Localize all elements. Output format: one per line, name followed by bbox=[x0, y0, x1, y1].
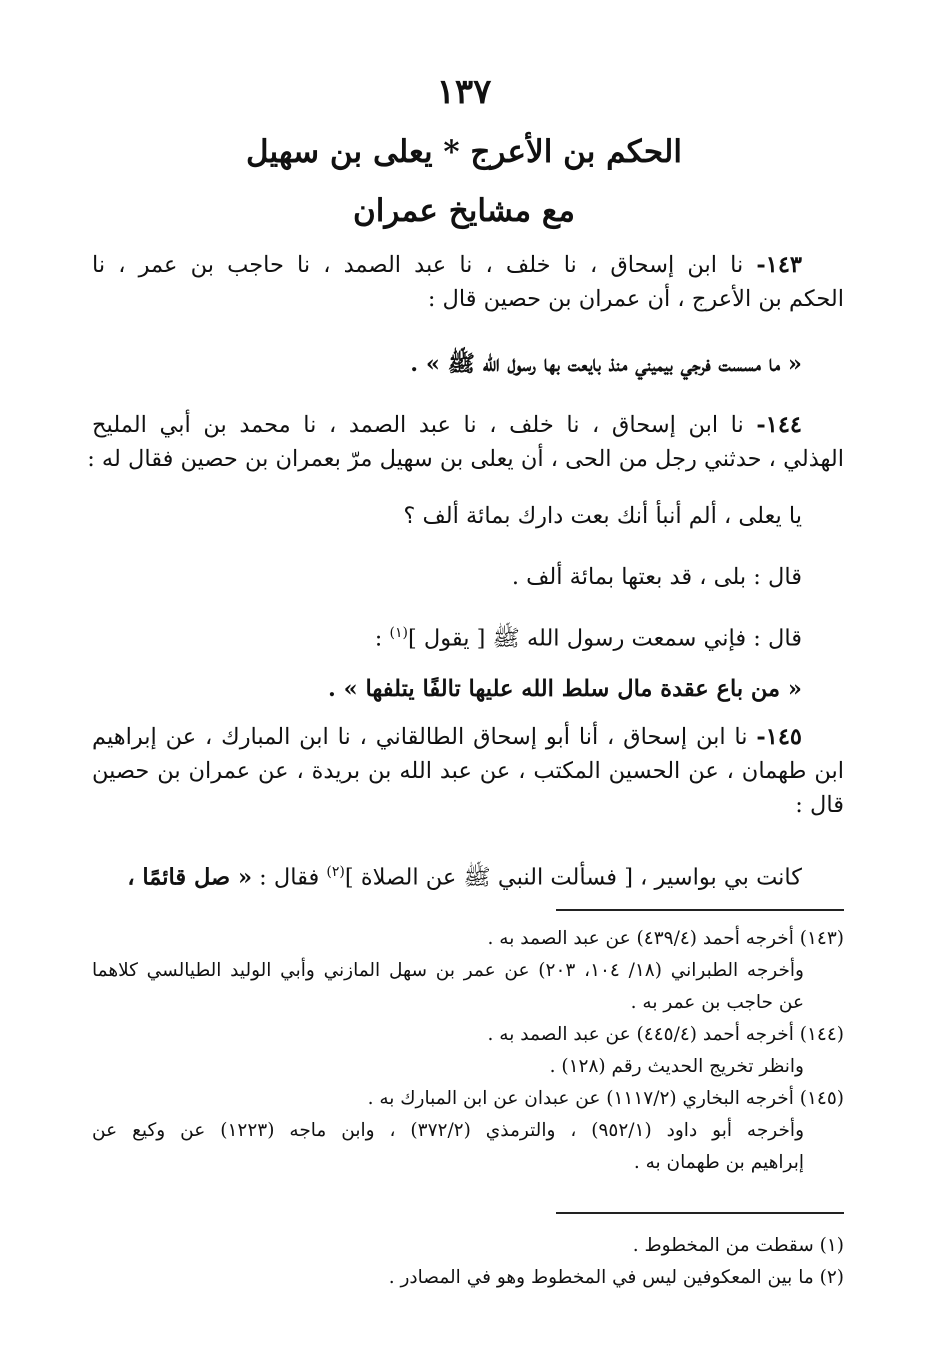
hadith-number: ١٤٤- bbox=[756, 412, 802, 438]
note-line: (١) سقطت من المخطوط . bbox=[632, 1235, 844, 1256]
chapter-subtitle: مع مشايخ عمران bbox=[353, 193, 575, 229]
hadith-143-line-1: ١٤٣- نا ابن إسحاق ، نا خلف ، نا عبد الصمد ، نا حاجب بن عمر ، نا bbox=[92, 252, 802, 278]
takhrij-line: وأخرجه أبو داود (٩٥٢/١) ، والترمذي (٣٧٢/٢) ، وابن ماجه (١٢٢٣) عن وكيع عن bbox=[92, 1120, 804, 1141]
hadith-number: ١٤٣- bbox=[756, 252, 802, 278]
takhrij-notes bbox=[92, 923, 844, 1179]
hadith-143-matn: « ما مسست فرجي بيميني منذ بايعت بها رسول الله ﷺ » . bbox=[410, 351, 802, 377]
note-line: (٢) ما بين المعكوفين ليس في المخطوط وهو في المصادر . bbox=[388, 1267, 844, 1288]
takhrij-line: (١٤٣) أخرجه أحمد (٤٣٩/٤) عن عبد الصمد به . bbox=[487, 928, 844, 949]
takhrij-line: إبراهيم بن طهمان به . bbox=[633, 1152, 804, 1173]
takhrij-line: عن حاجب بن عمر به . bbox=[630, 992, 804, 1013]
hadith-144-matn: « من باع عقدة مال سلط الله عليها تالفًا يتلفها » . bbox=[328, 676, 802, 702]
page-number: ١٣٧ bbox=[436, 72, 492, 112]
hadith-145-line-4: كانت بي بواسير ، [ فسألت النبي ﷺ عن الصلاة ]$^{(٢)}$ فقال : « صل قائمًا ، bbox=[127, 864, 802, 891]
takhrij-line: (١٤٥) أخرجه البخاري (١١١٧/٢) عن عبدان عن ابن المبارك به . bbox=[367, 1088, 844, 1109]
hadith-143-line-2: الحكم بن الأعرج ، أن عمران بن حصين قال : bbox=[427, 286, 844, 312]
note-ref-2: (٢) bbox=[326, 864, 345, 880]
footnote-divider bbox=[556, 909, 844, 911]
note-ref-1: (١) bbox=[389, 625, 408, 641]
notes-divider bbox=[556, 1212, 844, 1214]
hadith-145-line-3: قال : bbox=[795, 792, 844, 818]
takhrij-line: وأخرجه الطبراني (١٨/ ١٠٤، ٢٠٣) عن عمر بن سهل المازني وأبي الوليد الطيالسي كلاهما bbox=[92, 960, 804, 981]
takhrij-line: وانظر تخريج الحديث رقم (١٢٨) . bbox=[549, 1056, 804, 1077]
hadith-number: ١٤٥- bbox=[756, 724, 802, 750]
hadith-144-dialogue-2: قال : بلى ، قد بعتها بمائة ألف . bbox=[511, 564, 802, 590]
hadith-145 bbox=[92, 720, 844, 822]
hadith-145-line-1: ١٤٥- نا ابن إسحاق ، أنا أبو إسحاق الطالقاني ، نا ابن المبارك ، عن إبراهيم bbox=[92, 724, 802, 750]
manuscript-notes bbox=[92, 1230, 844, 1294]
hadith-144-line-2: الهذلي ، حدثني رجل من الحى ، أن يعلى بن سهيل مرّ بعمران بن حصين فقال له : bbox=[87, 446, 844, 472]
hadith-144-dialogue-3: قال : فإني سمعت رسول الله ﷺ [ يقول ]$^{(١)}$ : bbox=[374, 625, 802, 652]
takhrij-line: (١٤٤) أخرجه أحمد (٤٤٥/٤) عن عبد الصمد به . bbox=[487, 1024, 844, 1045]
hadith-144-dialogue-1: يا يعلى ، ألم أنبأ أنك بعت دارك بمائة ألف ؟ bbox=[403, 503, 802, 529]
hadith-143 bbox=[92, 248, 844, 316]
hadith-144 bbox=[87, 408, 844, 476]
hadith-144-line-1: ١٤٤- نا ابن إسحاق ، نا خلف ، نا عبد الصمد ، نا محمد بن أبي المليح bbox=[92, 412, 802, 438]
chapter-title: الحكم بن الأعرج * يعلى بن سهيل bbox=[246, 134, 682, 170]
hadith-145-line-2: ابن طهمان ، عن الحسين المكتب ، عن عبد الله بن بريدة ، عن عمران بن حصين bbox=[92, 758, 844, 784]
